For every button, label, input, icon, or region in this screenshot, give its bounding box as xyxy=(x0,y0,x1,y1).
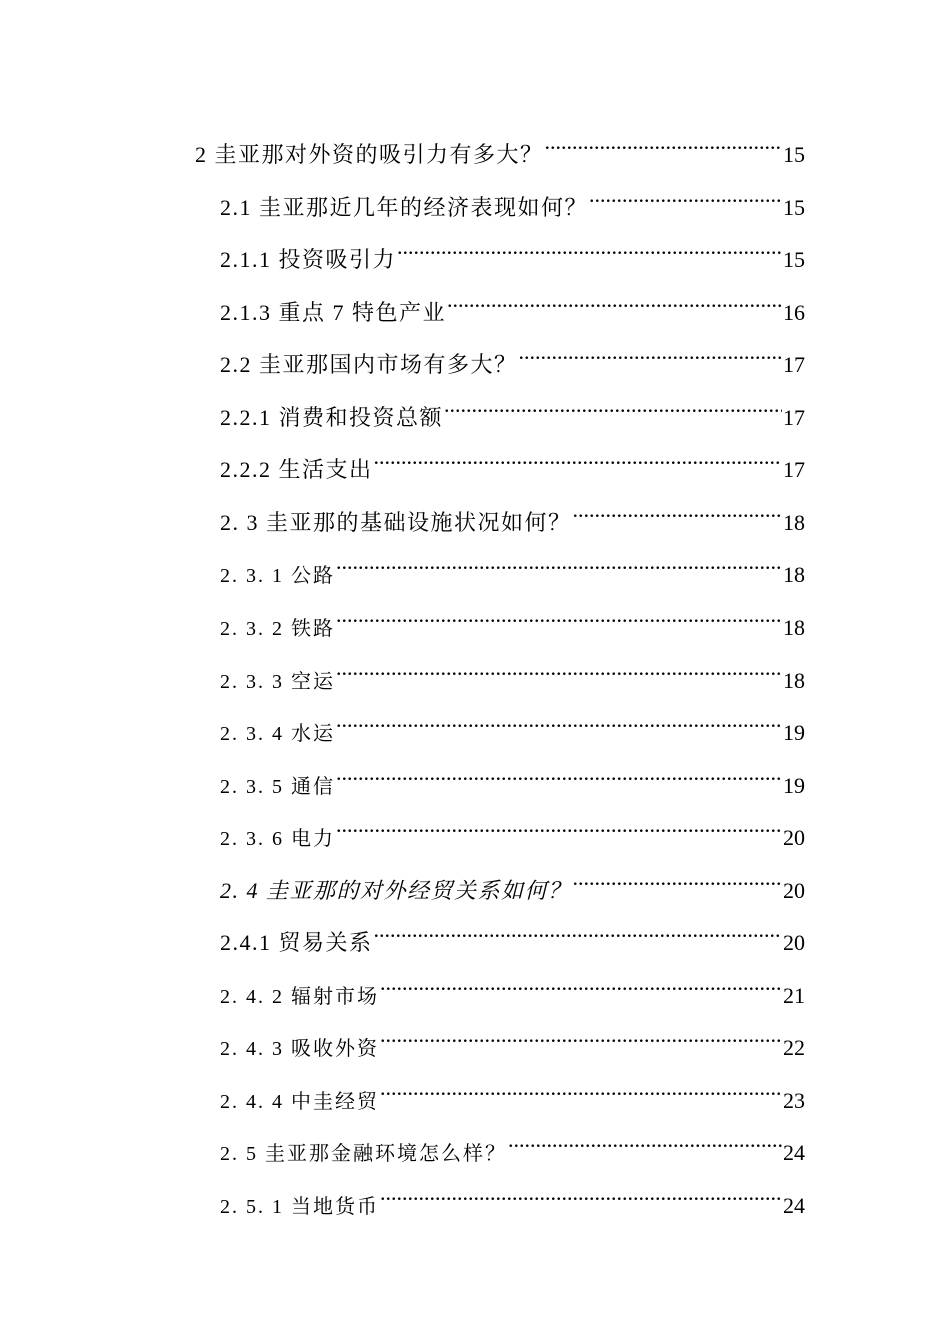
toc-entry[interactable] xyxy=(195,122,805,167)
toc-leader-dots xyxy=(447,280,782,320)
toc-entry-page: 19 xyxy=(783,720,805,745)
toc-entry-page: 24 xyxy=(783,1193,805,1218)
toc-leader-dots xyxy=(336,753,782,793)
toc-entry-label: 2. 3. 1 公路 xyxy=(220,565,335,587)
toc-entry-page: 24 xyxy=(783,1140,805,1165)
toc-leader-dots xyxy=(374,910,782,950)
toc-entry-page: 18 xyxy=(783,615,805,640)
toc-entry-page: 15 xyxy=(783,142,805,167)
toc-entry[interactable] xyxy=(220,1068,805,1113)
toc-entry-page: 17 xyxy=(783,405,805,430)
toc-entry-label: 2. 3. 4 水运 xyxy=(220,723,335,745)
toc-entry-label: 2. 5 圭亚那金融环境怎么样？ xyxy=(220,1143,507,1165)
toc-entry-label: 2. 4. 3 吸收外资 xyxy=(220,1038,379,1060)
toc-entry-page: 21 xyxy=(783,983,805,1008)
toc-entry-label: 2. 3. 5 通信 xyxy=(220,776,335,798)
toc-entry-label: 2.2 圭亚那国内市场有多大？ xyxy=(220,352,518,377)
toc-entry-label: 2. 3 圭亚那的基础设施状况如何？ xyxy=(220,510,572,535)
toc-leader-dots xyxy=(397,227,782,267)
toc-entry-page: 15 xyxy=(783,247,805,272)
toc-leader-dots xyxy=(380,963,782,1003)
toc-entry-page: 20 xyxy=(783,825,805,850)
toc-entry[interactable] xyxy=(220,700,805,745)
toc-entry[interactable] xyxy=(220,1015,805,1060)
toc-entry-label: 2. 4. 4 中圭经贸 xyxy=(220,1091,379,1113)
toc-entry-label: 2. 3. 3 空运 xyxy=(220,671,335,693)
toc-entry[interactable] xyxy=(220,858,805,903)
toc-entry[interactable] xyxy=(220,280,805,325)
toc-entry[interactable] xyxy=(220,542,805,587)
toc-entry-label: 2. 4. 2 辐射市场 xyxy=(220,986,379,1008)
toc-entry-page: 18 xyxy=(783,562,805,587)
toc-leader-dots xyxy=(573,858,782,898)
toc-leader-dots xyxy=(573,490,782,530)
toc-entry[interactable] xyxy=(220,753,805,798)
toc-entry-label: 2. 5. 1 当地货币 xyxy=(220,1196,379,1218)
toc-leader-dots xyxy=(508,1120,782,1160)
toc-entry-page: 20 xyxy=(783,878,805,903)
toc-entry-label: 2.1.1 投资吸引力 xyxy=(220,247,397,272)
toc-leader-dots xyxy=(374,437,782,477)
toc-entry-page: 15 xyxy=(783,195,805,220)
toc-entry-label: 2.2.1 消费和投资总额 xyxy=(220,405,444,430)
toc-entry-page: 20 xyxy=(783,930,805,955)
toc-entry-label: 2.4.1 贸易关系 xyxy=(220,930,373,955)
toc-entry[interactable] xyxy=(220,910,805,955)
toc-leader-dots xyxy=(336,595,782,635)
toc-entry[interactable] xyxy=(220,1120,805,1165)
toc-entry-page: 22 xyxy=(783,1035,805,1060)
toc-leader-dots xyxy=(444,385,782,425)
toc-leader-dots xyxy=(380,1068,782,1108)
toc-leader-dots xyxy=(336,805,782,845)
toc-entry[interactable] xyxy=(220,437,805,482)
toc-entry[interactable] xyxy=(220,385,805,430)
toc-leader-dots xyxy=(519,332,782,372)
toc-entry[interactable] xyxy=(220,595,805,640)
toc-entry-label: 2 圭亚那对外资的吸引力有多大？ xyxy=(195,142,544,167)
toc-leader-dots xyxy=(545,122,782,162)
toc-leader-dots xyxy=(589,175,782,215)
toc-entry[interactable] xyxy=(220,175,805,220)
toc-leader-dots xyxy=(380,1015,782,1055)
toc-entry-label: 2.1 圭亚那近几年的经济表现如何？ xyxy=(220,195,589,220)
toc-leader-dots xyxy=(336,648,782,688)
toc-leader-dots xyxy=(336,700,782,740)
toc-entry-page: 16 xyxy=(783,300,805,325)
toc-entry-page: 17 xyxy=(783,457,805,482)
toc-entry-page: 23 xyxy=(783,1088,805,1113)
toc-leader-dots xyxy=(380,1173,782,1213)
toc-entry[interactable] xyxy=(220,332,805,377)
toc-entry[interactable] xyxy=(220,805,805,850)
toc-leader-dots xyxy=(336,542,782,582)
toc-entry[interactable] xyxy=(220,648,805,693)
toc-entry-label: 2. 4 圭亚那的对外经贸关系如何？ xyxy=(220,878,572,903)
toc-entry[interactable] xyxy=(220,227,805,272)
toc-entry-label: 2. 3. 6 电力 xyxy=(220,828,335,850)
toc-entry-label: 2.2.2 生活支出 xyxy=(220,457,373,482)
toc-entry[interactable] xyxy=(220,490,805,535)
toc-entry[interactable] xyxy=(220,963,805,1008)
toc-entry-label: 2.1.3 重点 7 特色产业 xyxy=(220,300,447,325)
toc-entry-page: 18 xyxy=(783,510,805,535)
toc-entry[interactable] xyxy=(220,1173,805,1218)
toc-entry-label: 2. 3. 2 铁路 xyxy=(220,618,335,640)
toc-entry-page: 19 xyxy=(783,773,805,798)
toc-entry-page: 17 xyxy=(783,352,805,377)
toc-entry-page: 18 xyxy=(783,668,805,693)
